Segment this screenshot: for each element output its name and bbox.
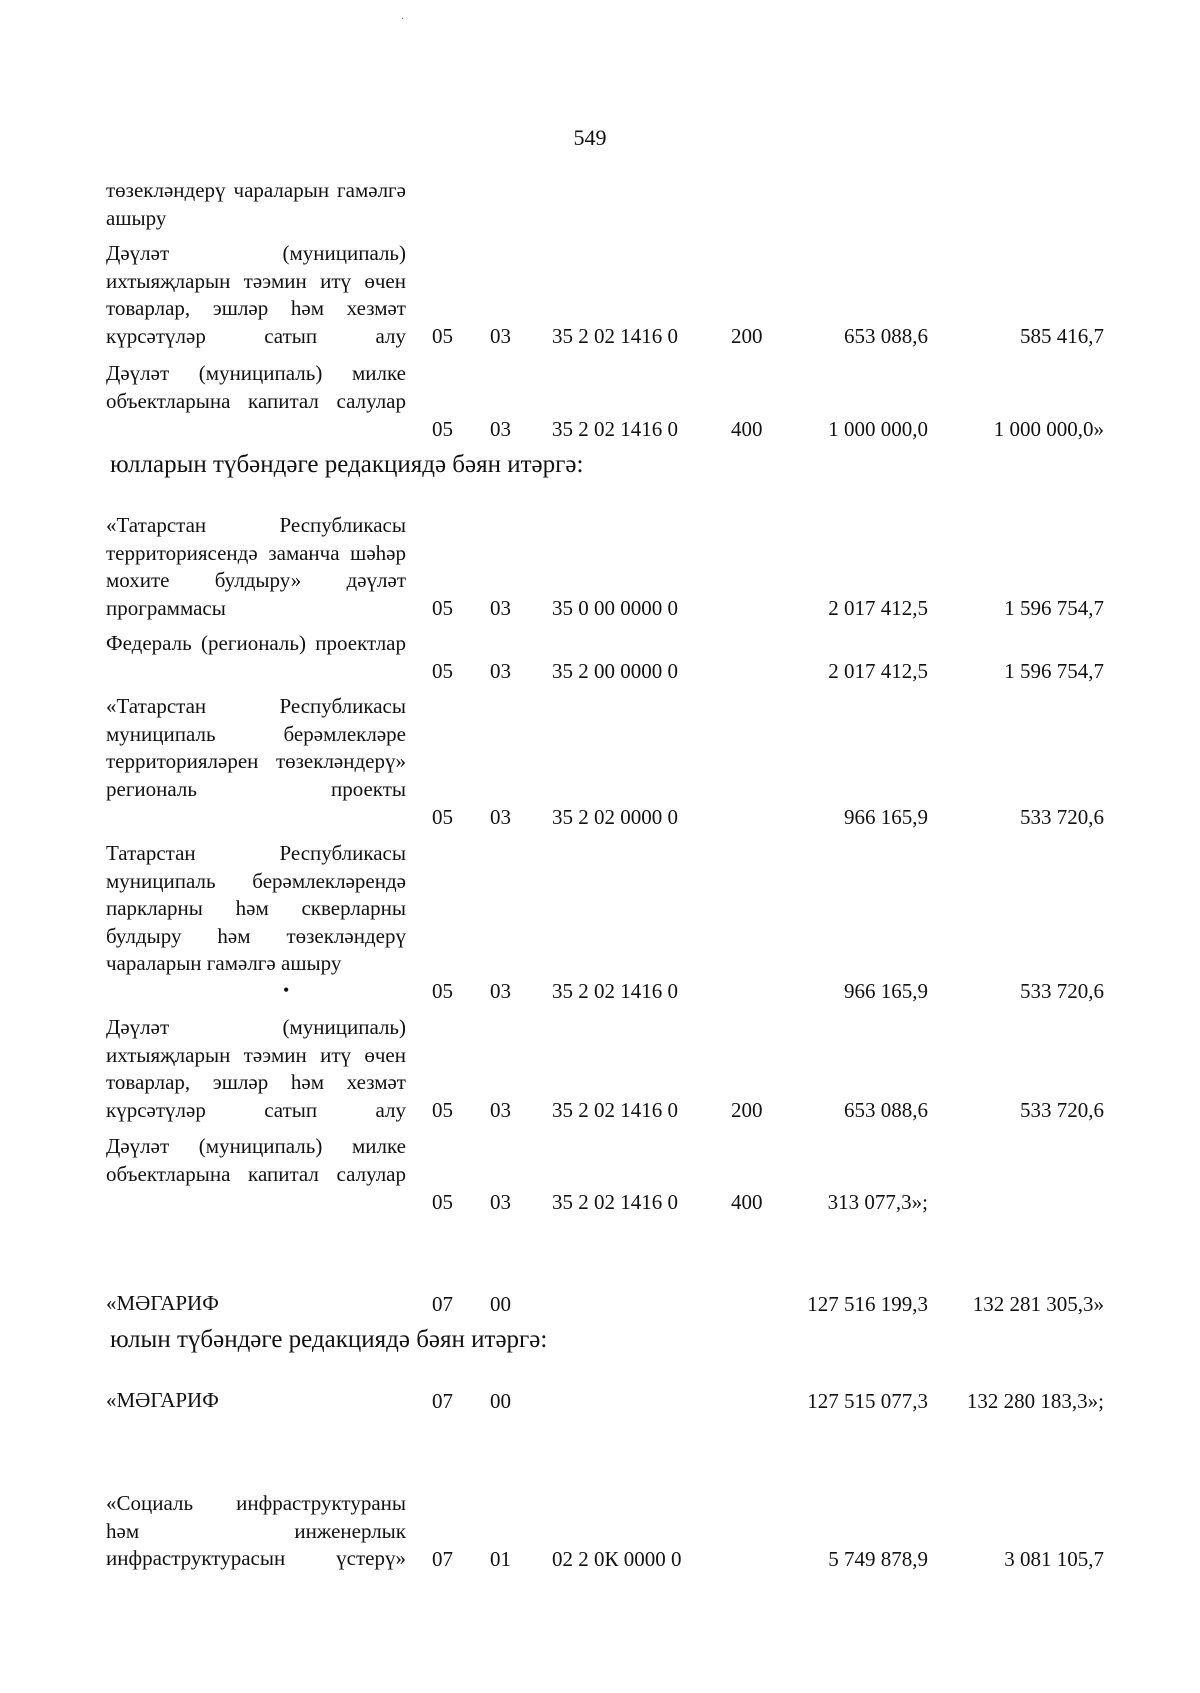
table-row — [0, 1387, 1200, 1415]
section-code: 07 — [432, 1546, 453, 1571]
subsection-code: 03 — [490, 804, 511, 829]
target-article-code: 35 0 00 0000 0 — [552, 595, 678, 620]
target-article-code: 35 2 00 0000 0 — [552, 658, 678, 683]
section-code: 07 — [432, 1388, 453, 1413]
table-row — [0, 177, 1200, 232]
amount-year-2: 585 416,7 — [1020, 323, 1104, 348]
row-label: Дәүләт (муниципаль) ихтыяҗларын тәэмин итү өчен товарлар, эшләр һәм хезмәт күрсәтүләр сатып алу — [106, 241, 406, 348]
subsection-code: 03 — [490, 323, 511, 348]
table-row — [0, 1133, 1200, 1216]
section-code: 05 — [432, 595, 453, 620]
section-code: 05 — [432, 1189, 453, 1214]
table-row — [0, 1490, 1200, 1573]
amount-year-1: 2 017 412,5 — [828, 658, 928, 683]
section-code: 05 — [432, 416, 453, 441]
amount-year-2: 1 596 754,7 — [1004, 595, 1104, 620]
amount-year-2: 1 000 000,0» — [993, 416, 1104, 441]
section-code: 05 — [432, 978, 453, 1003]
amount-year-1: 127 515 077,3 — [807, 1388, 928, 1413]
target-article-code: 02 2 0К 0000 0 — [552, 1546, 682, 1571]
row-label: Дәүләт (муниципаль) милке объектларына капитал салулар — [106, 361, 406, 413]
expense-type-code: 200 — [731, 1097, 763, 1122]
amount-year-1: 2 017 412,5 — [828, 595, 928, 620]
instruction-text: юлын түбәндәге редакциядә бәян итәргә: — [110, 1326, 548, 1353]
table-row — [0, 1014, 1200, 1124]
subsection-code: 01 — [490, 1546, 511, 1571]
stray-mark: • — [283, 980, 290, 1000]
amount-year-2: 3 081 105,7 — [1004, 1546, 1104, 1571]
table-row — [0, 630, 1200, 685]
subsection-code: 03 — [490, 658, 511, 683]
subsection-code: 03 — [490, 978, 511, 1003]
amount-year-1: 127 516 199,3 — [807, 1291, 928, 1316]
target-article-code: 35 2 02 1416 0 — [552, 416, 678, 441]
row-label: «Татарстан Республикасы муниципаль берәмлекләре территорияләрен төзекләндерү» региональ проекты — [106, 694, 406, 801]
amount-year-2: 533 720,6 — [1020, 804, 1104, 829]
amount-year-1: 313 077,3»; — [827, 1189, 928, 1214]
amount-year-1: 966 165,9 — [844, 804, 928, 829]
target-article-code: 35 2 02 1416 0 — [552, 1097, 678, 1122]
target-article-code: 35 2 02 1416 0 — [552, 323, 678, 348]
section-code: 07 — [432, 1291, 453, 1316]
instruction-text: юлларын түбәндәге редакциядә бәян итәргә: — [110, 451, 584, 478]
amount-year-1: 653 088,6 — [844, 1097, 928, 1122]
table-row — [0, 840, 1200, 1005]
amount-year-1: 1 000 000,0 — [828, 416, 928, 441]
row-label: «Татарстан Республикасы территориясендә заманча шәһәр мохите булдыру» дәүләт программасы — [106, 513, 406, 620]
row-label: «МӘГАРИФ — [106, 1291, 219, 1315]
subsection-code: 03 — [490, 416, 511, 441]
table-row — [0, 693, 1200, 831]
table-row — [0, 360, 1200, 443]
table-row — [0, 1290, 1200, 1318]
row-label: Дәүләт (муниципаль) милке объектларына капитал салулар — [106, 1134, 406, 1186]
expense-type-code: 400 — [731, 1189, 763, 1214]
subsection-code: 00 — [490, 1291, 511, 1316]
amount-year-2: 1 596 754,7 — [1004, 658, 1104, 683]
section-code: 05 — [432, 1097, 453, 1122]
row-label: Федераль (региональ) проектлар — [106, 631, 406, 655]
amount-year-1: 5 749 878,9 — [828, 1546, 928, 1571]
subsection-code: 03 — [490, 595, 511, 620]
subsection-code: 03 — [490, 1097, 511, 1122]
table-row — [0, 240, 1200, 350]
subsection-code: 03 — [490, 1189, 511, 1214]
subsection-code: 00 — [490, 1388, 511, 1413]
section-code: 05 — [432, 323, 453, 348]
page-number: 549 — [573, 125, 607, 150]
table-row — [0, 512, 1200, 622]
section-code: 05 — [432, 658, 453, 683]
row-label: «МӘГАРИФ — [106, 1388, 219, 1412]
scan-mark: · — [401, 14, 405, 25]
row-label: төзекләндерү чараларын гамәлгә ашыру — [106, 178, 406, 230]
row-label: Дәүләт (муниципаль) ихтыяҗларын тәэмин итү өчен товарлар, эшләр һәм хезмәт күрсәтүләр сатып алу — [106, 1015, 406, 1122]
target-article-code: 35 2 02 0000 0 — [552, 804, 678, 829]
target-article-code: 35 2 02 1416 0 — [552, 978, 678, 1003]
amount-year-1: 653 088,6 — [844, 323, 928, 348]
row-label: Татарстан Республикасы муниципаль берәмлекләрендә паркларны һәм скверларны булдыру һәм төзекләндерү чараларын гамәлгә ашыру — [106, 841, 406, 975]
amount-year-2: 132 280 183,3»; — [966, 1388, 1104, 1413]
amount-year-2: 533 720,6 — [1020, 978, 1104, 1003]
amount-year-1: 966 165,9 — [844, 978, 928, 1003]
amount-year-2: 533 720,6 — [1020, 1097, 1104, 1122]
amount-year-2: 132 281 305,3» — [972, 1291, 1104, 1316]
target-article-code: 35 2 02 1416 0 — [552, 1189, 678, 1214]
row-label: «Социаль инфраструктураны һәм инженерлык инфраструктурасын үстерү» — [106, 1491, 406, 1570]
expense-type-code: 400 — [731, 416, 763, 441]
expense-type-code: 200 — [731, 323, 763, 348]
section-code: 05 — [432, 804, 453, 829]
